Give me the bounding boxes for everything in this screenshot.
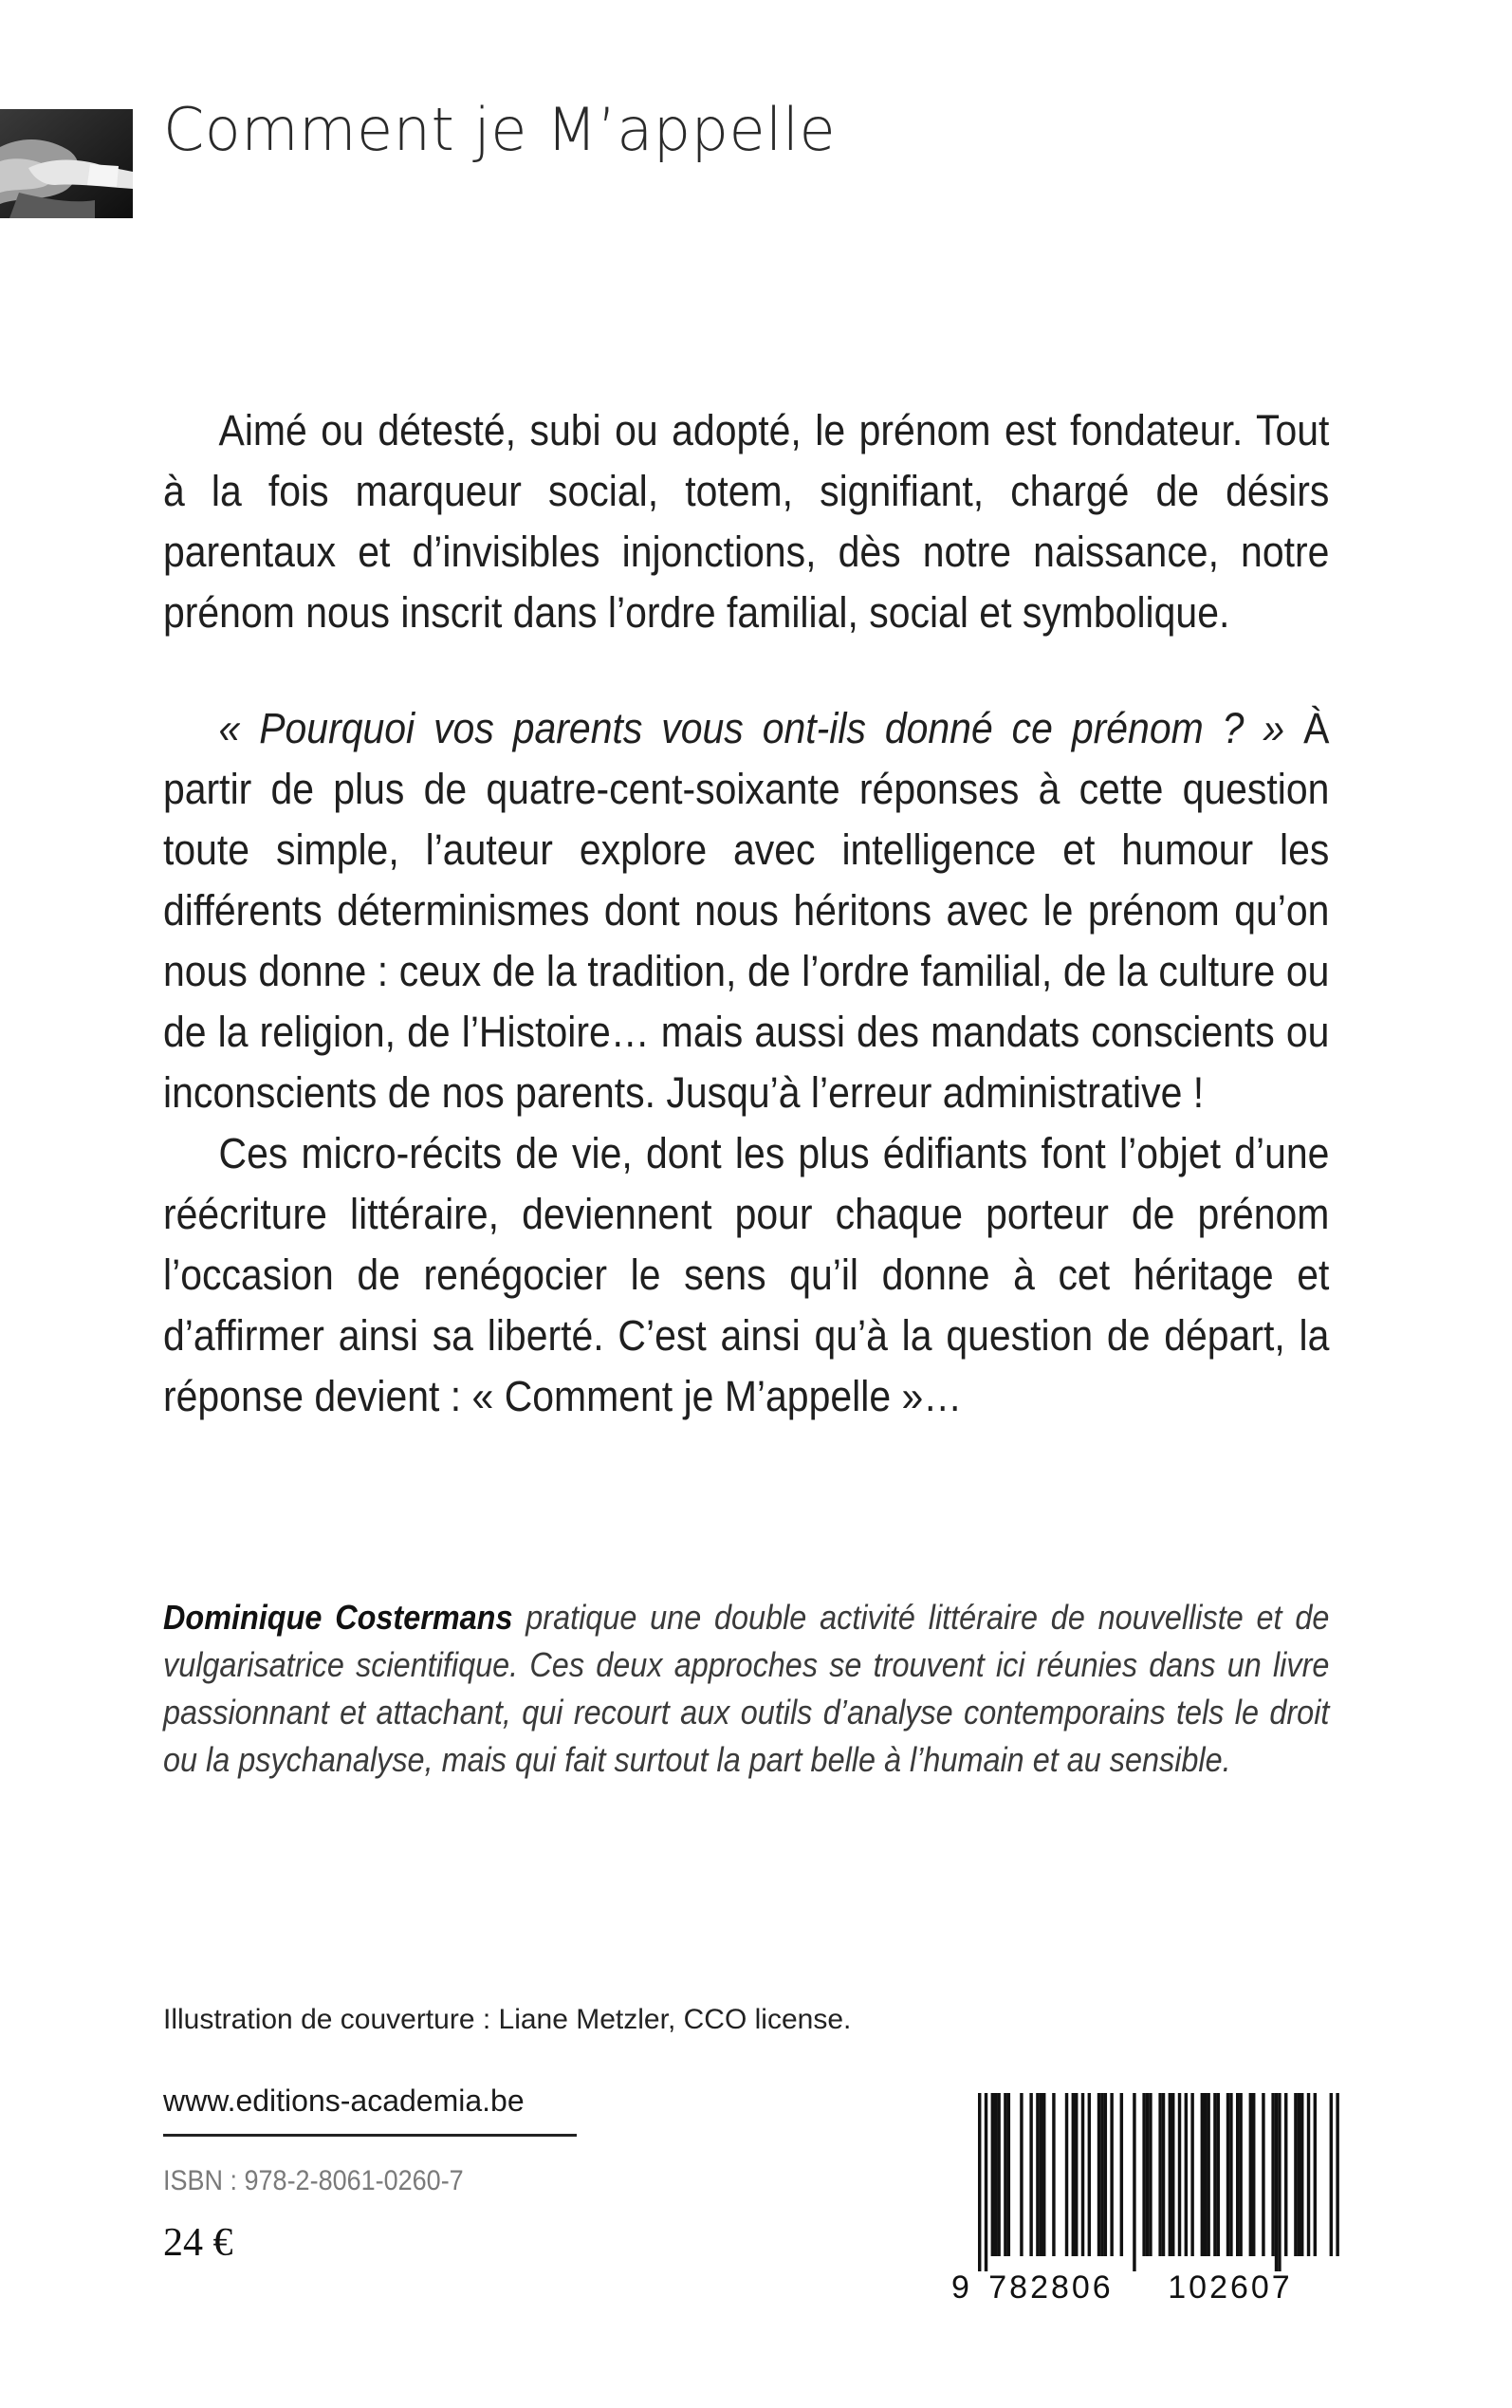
barcode-bar [1110,2093,1113,2256]
back-cover-summary [163,400,1329,1427]
barcode-bar [1029,2093,1032,2256]
barcode-bar [994,2093,997,2256]
isbn: ISBN : 978-2-8061-0260-7 [163,2165,464,2196]
barcode-bar [1052,2093,1055,2256]
barcode-bar [1207,2093,1209,2256]
barcode-bar [1213,2093,1216,2256]
barcode-bar [1217,2093,1220,2256]
barcode-bar [1271,2093,1274,2256]
barcode-bar [1036,2093,1039,2256]
barcode-bar [1004,2093,1006,2256]
barcode-bar [997,2093,1000,2256]
barcode-bar [1171,2093,1174,2256]
barcode-bar [1104,2093,1107,2256]
barcode-bar [1330,2093,1333,2256]
summary-paragraph-2-text: À partir de plus de quatre-cent-soixante réponses à cette question toute simple, l’auteur explore avec intelligence et humour les différents déterminismes dont nous héritons avec le prénom qu’on nous donne : ceux de la tradition, de l’ordre familial, de la culture ou de la religion, de l’Histoire… mais aussi des mandats conscients ou inconscients de nos parents. Jusqu’à l’erreur administrative ! [163,704,1330,1117]
barcode-bar [1088,2093,1091,2256]
summary-paragraph-2 [163,698,1329,1123]
barcode-bar [1204,2093,1207,2256]
summary-quote: « Pourquoi vos parents vous ont-ils donné ce prénom ? » [218,704,1285,752]
price: 24 € [163,2221,233,2265]
barcode-bar [978,2093,981,2271]
barcode-bar [1298,2093,1300,2256]
barcode-bar [1072,2093,1075,2256]
barcode-bar [985,2093,987,2271]
barcode-bar [1300,2093,1303,2256]
barcode-bar [1042,2093,1045,2256]
barcode-bar [1040,2093,1042,2256]
author-bio-text: pratique une double activité littéraire de nouvelliste et de vulgarisatrice scientifique. Ces deux approches se trouvent ici réunies dans un livre passionnant et attachant, qui recourt aux outils d’analyse contemporains tels le droit ou la psychanalyse, mais qui fait surtout la part belle à l’humain et au sensible. [163,1598,1330,1779]
barcode-bar [1190,2093,1193,2256]
barcode-bar [1075,2093,1078,2256]
illustration-credit: Illustration de couverture : Liane Metzler, CCO license. [163,2004,852,2035]
barcode-bar [1249,2093,1252,2256]
divider [163,2134,577,2137]
barcode-bars [978,2093,1342,2271]
barcode-bar [1236,2093,1239,2256]
book-title: Comment je M’appelle [163,95,837,164]
barcode-bar [1162,2093,1165,2256]
barcode-bar [1100,2093,1103,2256]
barcode-bar [1097,2093,1100,2256]
barcode-bar [1081,2093,1084,2256]
author-name: Dominique Costermans [163,1598,513,1637]
barcode-bar [1142,2093,1145,2256]
publisher-website[interactable]: www.editions-academia.be [163,2084,525,2118]
barcode-bar [1284,2093,1287,2256]
barcode-bar [1307,2093,1310,2256]
author-bio [163,1594,1329,1784]
barcode-bar [1178,2093,1181,2256]
barcode-bar [1278,2093,1281,2271]
barcode-bar [1294,2093,1297,2256]
barcode-bar [1226,2093,1229,2256]
summary-paragraph-1: Aimé ou détesté, subi ou adopté, le prénom est fondateur. Tout à la fois marqueur social, totem, signifiant, chargé de désirs parentaux et d’invisibles injonctions, dès notre naissance, notre prénom nous inscrit dans l’ordre familial, social et symbolique. [163,406,1330,637]
barcode-bar [1065,2093,1068,2256]
barcode-bar [1007,2093,1010,2256]
barcode-bar [1239,2093,1242,2256]
barcode-bar [1146,2093,1149,2256]
barcode-bar [1158,2093,1161,2256]
barcode-bar [1252,2093,1255,2256]
summary-paragraph-3: Ces micro-récits de vie, dont les plus édifiants font l’objet d’une réécriture littéraire, deviennent pour chaque porteur de prénom l’occasion de renégocier le sens qu’il donne à cet héritage et d’affirmer ainsi sa liberté. C’est ainsi qu’à la question de départ, la réponse devient : « Comment je M’appelle »… [163,1129,1330,1420]
barcode-bar [1336,2093,1338,2256]
barcode-bar [1185,2093,1188,2256]
barcode-bar [1229,2093,1232,2256]
barcode-bar [1262,2093,1264,2256]
barcode-digit-first: 9 [951,2269,969,2306]
barcode-bar [1275,2093,1278,2271]
barcode-bar [991,2093,994,2256]
hands-photo-icon [0,109,133,218]
barcode [944,2087,1342,2306]
barcode-bar [1169,2093,1171,2256]
barcode-bar [1120,2093,1123,2256]
barcode-digits-group-1: 782806 [988,2269,1114,2306]
barcode-digits-group-2: 102607 [1168,2269,1293,2306]
barcode-bar [1201,2093,1204,2256]
barcode-bar [1020,2093,1023,2256]
barcode-bar [1133,2093,1135,2271]
barcode-bar [1149,2093,1152,2256]
barcode-bar [1314,2093,1317,2256]
